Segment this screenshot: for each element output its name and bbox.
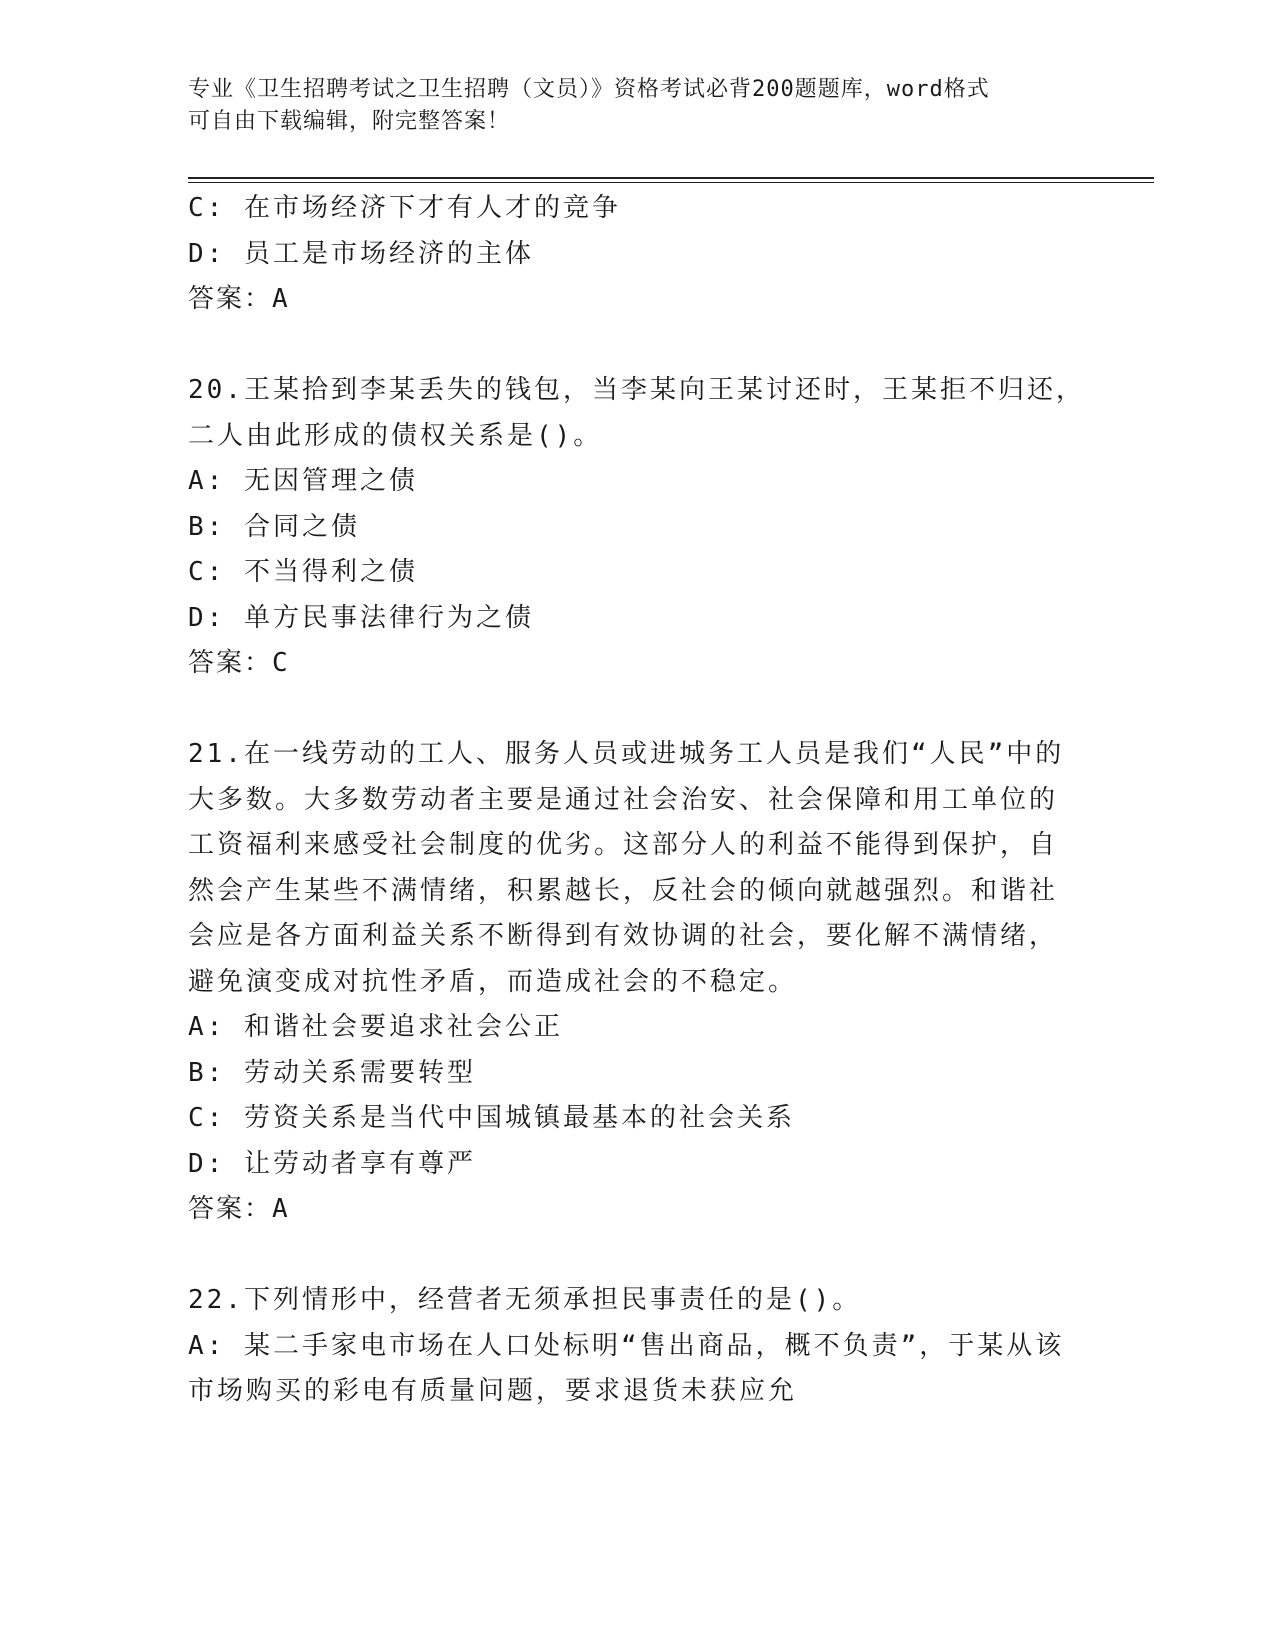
q22-option-a-line-1: A: 某二手家电市场在人口处标明“售出商品，概不负责”，于某从该 [188, 1330, 1065, 1361]
q21-answer [188, 1187, 1088, 1233]
q21-stem-line-6: 避免演变成对抗性矛盾，而造成社会的不稳定。 [188, 966, 798, 997]
header-line-1: 专业《卫生招聘考试之卫生招聘（文员）》资格考试必背200题题库，word格式 [188, 77, 990, 102]
q19-option-c: C: 在市场经济下才有人才的竞争 [188, 193, 621, 223]
q20-answer-label: 答案： [188, 648, 273, 678]
q20-option-b: B: 合同之债 [188, 511, 360, 542]
header-line-2: 可自由下载编辑，附完整答案！ [188, 109, 511, 134]
q21-answer-value: A [272, 1194, 291, 1224]
q20-stem-line-1: 20.王某拾到李某丢失的钱包，当李某向王某讨还时，王某拒不归还， [188, 375, 1085, 405]
question-21 [188, 732, 1088, 1233]
q20-answer [188, 641, 1088, 687]
question-20 [188, 368, 1088, 687]
question-content [188, 186, 1088, 1415]
q20-option-c: C: 不当得利之债 [188, 557, 418, 587]
q21-stem-line-4: 然会产生某些不满情绪，积累越长，反社会的倾向就越强烈。和谐社 [188, 875, 1059, 906]
q21-option-c: C: 劳资关系是当代中国城镇最基本的社会关系 [188, 1103, 795, 1133]
q19-answer-value: A [272, 284, 291, 314]
q19-option-d: D: 员工是市场经济的主体 [188, 238, 534, 269]
q19-answer-label: 答案： [188, 284, 273, 314]
header-divider-thin [188, 182, 1154, 183]
q22-stem: 22.下列情形中，经营者无须承担民事责任的是()。 [188, 1285, 862, 1315]
q21-stem-line-2: 大多数。大多数劳动者主要是通过社会治安、社会保障和用工单位的 [188, 784, 1059, 815]
q20-option-a: A: 无因管理之债 [188, 466, 418, 496]
spacer [188, 687, 1088, 733]
q21-option-a: A: 和谐社会要追求社会公正 [188, 1012, 563, 1042]
question-22 [188, 1278, 1088, 1415]
q21-option-d: D: 让劳动者享有尊严 [188, 1148, 476, 1179]
spacer [188, 323, 1088, 369]
q20-option-d: D: 单方民事法律行为之债 [188, 602, 534, 633]
q21-stem-line-3: 工资福利来感受社会制度的优劣。这部分人的利益不能得到保护，自 [188, 830, 1059, 860]
page-header [188, 74, 1088, 138]
q20-answer-value: C [272, 648, 291, 678]
q21-answer-label: 答案： [188, 1194, 273, 1224]
q21-stem-line-1: 21.在一线劳动的工人、服务人员或进城务工人员是我们“人民”中的 [188, 739, 1065, 769]
q22-option-a-line-2: 市场购买的彩电有质量问题，要求退货未获应允 [188, 1376, 798, 1406]
header-divider-thick [188, 177, 1154, 179]
spacer [188, 1233, 1088, 1279]
q20-stem-line-2: 二人由此形成的债权关系是()。 [188, 420, 603, 451]
q19-answer [188, 277, 1088, 323]
q21-stem-line-5: 会应是各方面利益关系不断得到有效协调的社会，要化解不满情绪， [188, 921, 1059, 951]
q21-option-b: B: 劳动关系需要转型 [188, 1057, 476, 1088]
question-19-tail [188, 186, 1088, 323]
